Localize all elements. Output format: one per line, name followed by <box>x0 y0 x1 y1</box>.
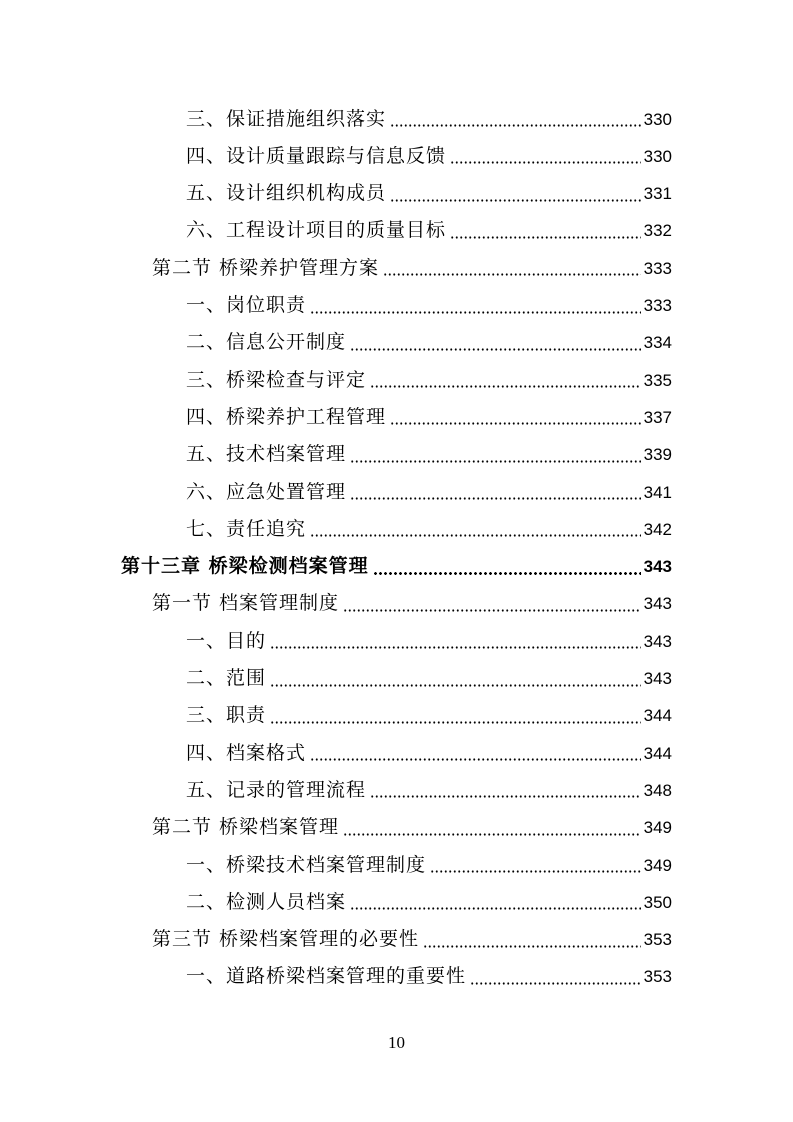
toc-section-entry[interactable] <box>152 586 672 622</box>
toc-dot-leader <box>270 721 641 724</box>
toc-subsection-entry[interactable] <box>186 661 672 697</box>
page-number: 10 <box>388 1033 405 1052</box>
toc-entry-page: 353 <box>643 930 672 950</box>
toc-subsection-entry[interactable] <box>186 772 672 808</box>
toc-entry-page: 339 <box>643 445 672 465</box>
toc-dot-leader <box>343 833 641 836</box>
toc-entry-page: 344 <box>643 706 672 726</box>
toc-entry-page: 341 <box>643 482 672 502</box>
toc-dot-leader <box>310 311 641 314</box>
toc-entry-label: 一、道路桥梁档案管理的重要性 <box>186 965 467 988</box>
toc-subsection-entry[interactable] <box>186 399 672 435</box>
toc-entry-label: 二、检测人员档案 <box>186 890 347 913</box>
toc-subsection-entry[interactable] <box>186 101 672 137</box>
toc-entry-label: 四、设计质量跟踪与信息反馈 <box>186 144 447 167</box>
toc-chapter-entry[interactable] <box>121 549 672 585</box>
toc-entry-page: 348 <box>643 780 672 800</box>
toc-entry-label: 一、桥梁技术档案管理制度 <box>186 853 427 876</box>
toc-entry-page: 344 <box>643 743 672 763</box>
toc-entry-label: 三、保证措施组织落实 <box>186 107 387 130</box>
toc-dot-leader <box>343 609 641 612</box>
toc-subsection-entry[interactable] <box>186 847 672 883</box>
toc-entry-label: 六、应急处置管理 <box>186 480 347 503</box>
toc-entry-label: 六、工程设计项目的质量目标 <box>186 219 447 242</box>
toc-subsection-entry[interactable] <box>186 698 672 734</box>
toc-entry-label: 第二节 桥梁养护管理方案 <box>152 256 380 279</box>
toc-subsection-entry[interactable] <box>186 437 672 473</box>
toc-entry-page: 333 <box>643 296 672 315</box>
toc-entry-label: 五、技术档案管理 <box>186 443 347 466</box>
toc-subsection-entry[interactable] <box>186 959 672 995</box>
toc-dot-leader <box>350 497 641 500</box>
toc-entry-label: 第十三章 桥梁检测档案管理 <box>121 555 369 578</box>
toc-subsection-entry[interactable] <box>186 138 672 174</box>
toc-dot-leader <box>270 646 641 649</box>
toc-dot-leader <box>310 534 641 537</box>
toc-subsection-entry[interactable] <box>186 213 672 249</box>
toc-dot-leader <box>383 273 641 276</box>
toc-subsection-entry[interactable] <box>186 735 672 771</box>
toc-entry-label: 二、信息公开制度 <box>186 331 347 354</box>
toc-entry-page: 330 <box>643 146 672 166</box>
toc-entry-page: 353 <box>643 967 672 987</box>
toc-section-entry[interactable] <box>152 922 672 958</box>
toc-entry-page: 349 <box>643 818 672 838</box>
toc-entry-label: 三、桥梁检查与评定 <box>186 368 367 391</box>
toc-subsection-entry[interactable] <box>186 288 672 324</box>
toc-entry-label: 四、档案格式 <box>186 741 307 764</box>
toc-dot-leader <box>470 982 641 985</box>
toc-subsection-entry[interactable] <box>186 325 672 361</box>
toc-entry-label: 三、职责 <box>186 704 267 727</box>
toc-dot-leader <box>450 236 641 239</box>
toc-dot-leader <box>390 199 641 202</box>
toc-entry-page: 349 <box>643 855 672 875</box>
toc-entry-label: 五、记录的管理流程 <box>186 778 367 801</box>
toc-entry-label: 七、责任追究 <box>186 517 307 540</box>
toc-entry-page: 332 <box>643 221 672 241</box>
toc-dot-leader <box>350 907 641 910</box>
toc-dot-leader <box>350 460 641 463</box>
toc-entry-page: 335 <box>643 370 672 390</box>
toc-entry-page: 331 <box>643 184 672 204</box>
toc-entry-page: 350 <box>643 892 672 912</box>
toc-subsection-entry[interactable] <box>186 176 672 212</box>
toc-entry-page: 343 <box>643 557 672 577</box>
toc-subsection-entry[interactable] <box>186 362 672 398</box>
toc-entry-page: 330 <box>643 109 672 129</box>
toc-entry-page: 333 <box>643 258 672 278</box>
toc-section-entry[interactable] <box>152 810 672 846</box>
toc-entry-label: 四、桥梁养护工程管理 <box>186 405 387 428</box>
toc-subsection-entry[interactable] <box>186 884 672 920</box>
toc-entry-label: 第二节 桥梁档案管理 <box>152 816 340 839</box>
toc-entry-label: 第三节 桥梁档案管理的必要性 <box>152 928 420 951</box>
toc-dot-leader <box>390 422 641 425</box>
toc-subsection-entry[interactable] <box>186 511 672 547</box>
toc-dot-leader <box>450 161 641 164</box>
toc-entry-page: 342 <box>643 519 672 539</box>
toc-dot-leader <box>390 124 641 127</box>
toc-subsection-entry[interactable] <box>186 474 672 510</box>
toc-subsection-entry[interactable] <box>186 623 672 659</box>
toc-entry-label: 五、设计组织机构成员 <box>186 182 387 205</box>
toc-dot-leader <box>310 758 641 761</box>
toc-entry-label: 一、岗位职责 <box>186 294 307 316</box>
toc-entry-page: 343 <box>643 594 672 614</box>
toc-entry-page: 334 <box>643 333 672 353</box>
toc-entry-label: 第一节 档案管理制度 <box>152 592 340 615</box>
toc-dot-leader <box>370 795 641 798</box>
toc-entry-page: 337 <box>643 407 672 427</box>
toc-entry-page: 343 <box>643 669 672 688</box>
toc-entry-label: 二、范围 <box>186 667 267 689</box>
toc-entry-page: 343 <box>643 631 672 651</box>
toc-dot-leader <box>430 870 641 873</box>
toc-dot-leader <box>373 572 641 575</box>
toc-dot-leader <box>350 348 641 351</box>
toc-dot-leader <box>370 385 641 388</box>
toc-section-entry[interactable] <box>152 250 672 286</box>
toc-entry-label: 一、目的 <box>186 629 267 652</box>
toc-dot-leader <box>423 945 641 948</box>
toc-dot-leader <box>270 684 641 687</box>
